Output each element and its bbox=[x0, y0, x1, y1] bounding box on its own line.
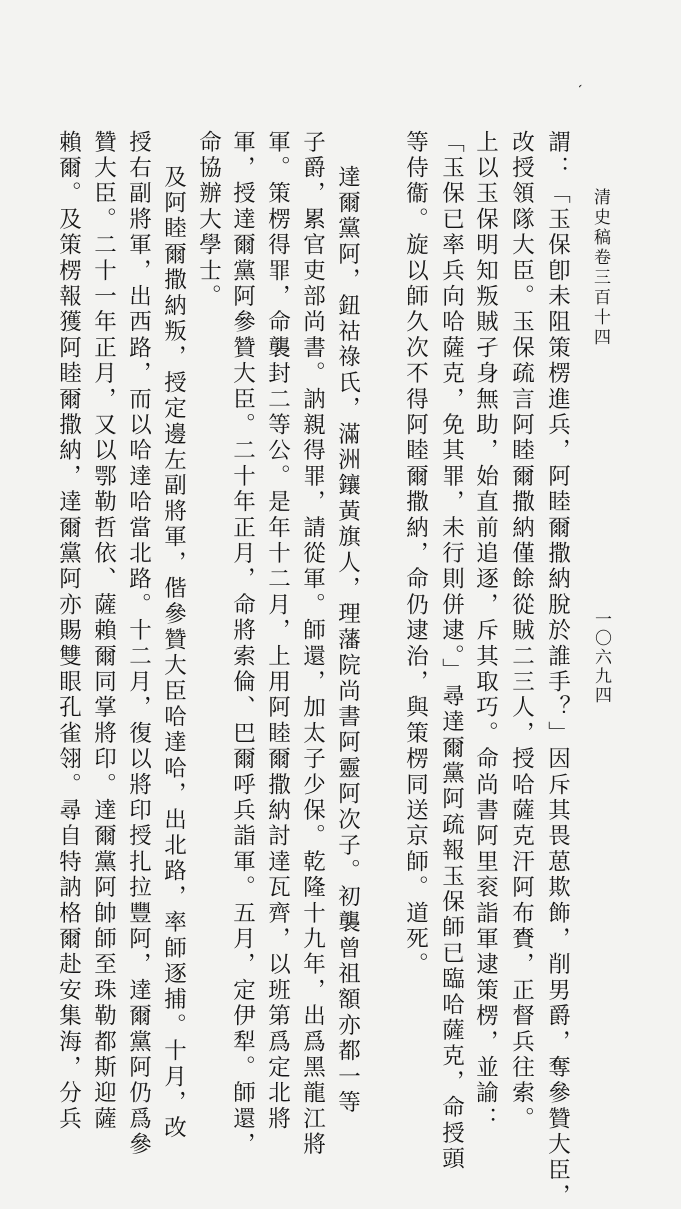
text-column: 改授領隊大臣。玉保疏言阿睦爾撒納僅餘從賊二三人，授哈薩克汗阿布賚，正督兵往索。 bbox=[508, 130, 535, 1133]
page-number: 一〇六九四 bbox=[591, 610, 611, 705]
text-column: 「玉保已率兵向哈薩克，免其罪，未行則併逮。」尋達爾黨阿疏報玉保師已臨哈薩克，命授頭 bbox=[438, 130, 465, 1173]
text-column: 軍，授達爾黨阿參贊大臣。二十年正月，命將索倫、巴爾呼兵詣軍。五月，定伊犁。師還， bbox=[229, 130, 256, 1158]
text-column: 達爾黨阿，鈕祜祿氏，滿洲鑲黃旗人，理藩院尚書阿靈阿次子。初襲曾祖額亦都一等 bbox=[334, 165, 361, 1116]
text-column: 上以玉保明知叛賊孑身無助，始直前追逐，斥其取巧。命尚書阿里衮詣軍逮策楞，並諭： bbox=[472, 130, 499, 1133]
text-column: 及阿睦爾撒納叛，授定邊左副將軍，偕參贊大臣哈達哈，出北路，率師逐捕。十月，改 bbox=[160, 165, 187, 1142]
text-column: 等侍衞。旋以師久次不得阿睦爾撒納，命仍逮治，與策楞同送京師。道死。 bbox=[402, 130, 429, 979]
margin-mark: ʻ bbox=[574, 81, 584, 97]
text-column: 謂：「玉保卽未阻策楞進兵，阿睦爾撒納脫於誰手？」因斥其畏葸欺飾，削男爵，奪參贊大臣， bbox=[544, 130, 571, 1209]
text-column: 命協辦大學士。 bbox=[195, 130, 222, 310]
text-column: 贊大臣。二十一年正月，又以鄂勒哲依、薩賴爾同掌將印。達爾黨阿帥師至珠勒都斯迎薩 bbox=[90, 130, 117, 1133]
text-column: 賴爾。及策楞報獲阿睦爾撒納，達爾黨阿亦賜雙眼孔雀翎。尋自特訥格爾赴安集海，分兵 bbox=[55, 130, 82, 1133]
text-column: 軍。策楞得罪，命襲封二等公。是年十二月，上用阿睦爾撒納討達瓦齊，以班第爲定北將 bbox=[264, 130, 291, 1133]
running-title: 清史稿卷三百十四 bbox=[590, 188, 610, 348]
text-column: 授右副將軍，出西路，而以哈達哈當北路。十二月，復以將印授扎拉豐阿，達爾黨阿仍爲參 bbox=[125, 130, 152, 1158]
text-column: 子爵，累官吏部尚書。訥親得罪，請從軍。師還，加太子少保。乾隆十九年，出爲黑龍江將 bbox=[299, 130, 326, 1158]
